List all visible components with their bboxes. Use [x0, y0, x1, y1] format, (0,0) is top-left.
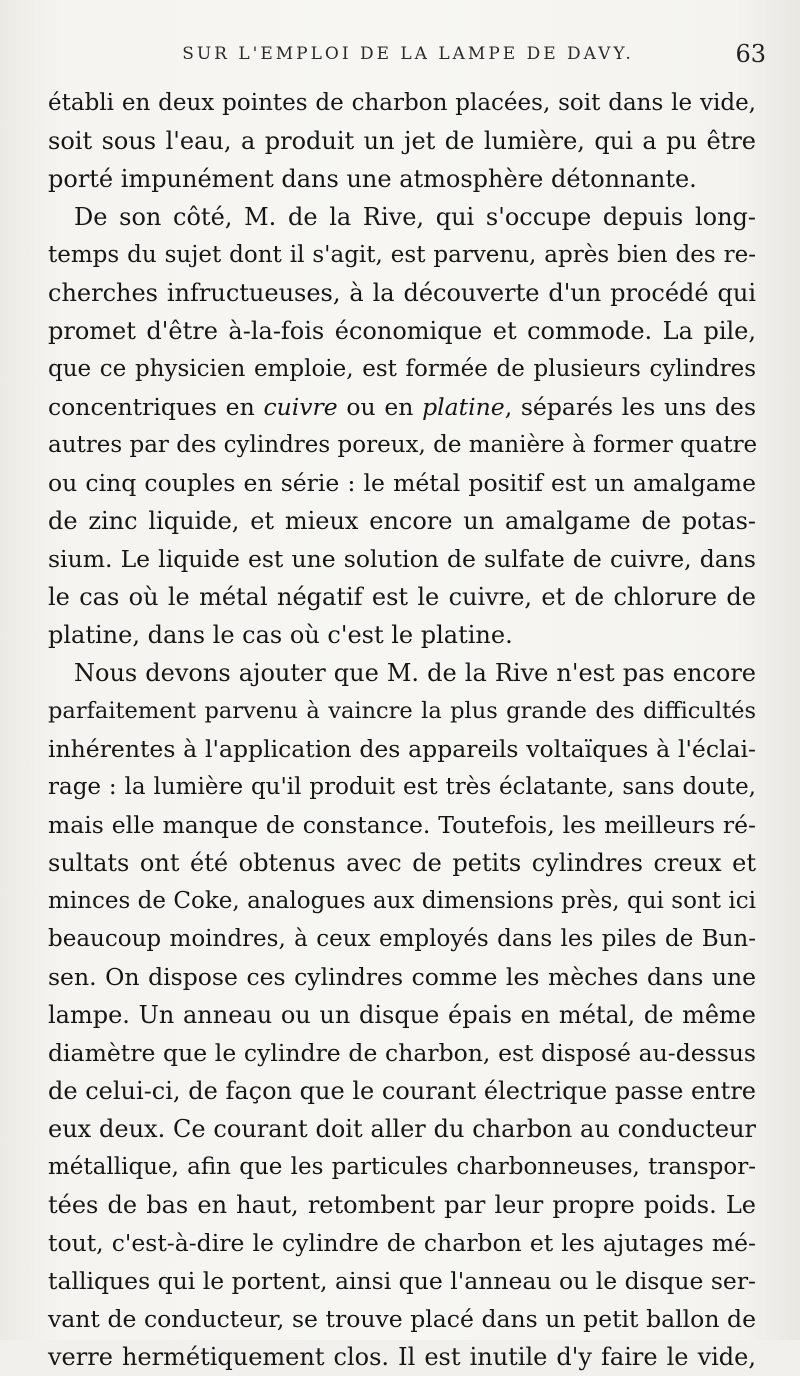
page-header	[50, 38, 766, 78]
text-line: de zinc liquide, et mieux encore un amalgame de potas-	[48, 507, 756, 535]
text-line: inhérentes à l'application des appareils voltaïques à l'éclai-	[48, 735, 756, 763]
text-line: minces de Coke, analogues aux dimensions près, qui sont ici	[48, 888, 756, 914]
text-line: le cas où le métal négatif est le cuivre, et de chlorure de	[48, 583, 756, 611]
text-line: autres par des cylindres poreux, de manière à former quatre	[48, 432, 758, 458]
text-line: vant de conducteur, se trouve placé dans un petit ballon de	[48, 1305, 756, 1333]
text-line: lampe. Un anneau ou un disque épais en métal, de même	[48, 1001, 756, 1029]
text-line: sultats ont été obtenus avec de petits cylindres creux et	[48, 849, 756, 877]
text-segment: ou en	[337, 393, 423, 421]
running-head: SUR L'EMPLOI DE LA LAMPE DE DAVY.	[182, 44, 634, 64]
paragraph-start-line: Nous devons ajouter que M. de la Rive n'est pas encore	[74, 659, 756, 687]
text-line: sen. On dispose ces cylindres comme les mèches dans une	[48, 963, 756, 991]
text-line: beaucoup moindres, à ceux employés dans les piles de Bun-	[48, 926, 756, 952]
text-line: temps du sujet dont il s'agit, est parvenu, après bien des re-	[48, 242, 756, 268]
body-text	[48, 84, 756, 1376]
text-line-with-italics	[48, 388, 756, 426]
text-line: de celui-ci, de façon que le courant électrique passe entre	[48, 1077, 756, 1105]
text-line: cherches infructueuses, à la découverte d'un procédé qui	[48, 279, 756, 307]
text-line: sium. Le liquide est une solution de sulfate de cuivre, dans	[48, 545, 756, 573]
italic-word: cuivre	[263, 393, 338, 421]
text-line: que ce physicien emploie, est formée de plusieurs cylindres	[48, 356, 756, 382]
text-line: parfaitement parvenu à vaincre la plus grande des difficultés	[48, 698, 756, 724]
text-line: soit sous l'eau, a produit un jet de lumière, qui a pu être	[48, 127, 756, 155]
text-segment: concentriques en	[48, 393, 264, 421]
text-line: platine, dans le cas où c'est le platine.	[48, 621, 513, 649]
text-line: porté impunément dans une atmosphère détonnante.	[48, 165, 697, 193]
text-line: tout, c'est-à-dire le cylindre de charbon et les ajutages mé-	[48, 1229, 756, 1257]
text-line: promet d'être à-la-fois économique et commode. La pile,	[48, 317, 756, 345]
text-line: diamètre que le cylindre de charbon, est disposé au-dessus	[48, 1039, 756, 1067]
text-line: verre hermétiquement clos. Il est inutile d'y faire le vide,	[48, 1343, 756, 1371]
text-line: tées de bas en haut, retombent par leur propre poids. Le	[48, 1191, 756, 1219]
text-line: talliques qui le portent, ainsi que l'anneau ou le disque ser-	[48, 1267, 756, 1295]
text-line: rage : la lumière qu'il produit est très éclatante, sans doute,	[48, 774, 756, 800]
page-number: 63	[735, 40, 766, 68]
text-line: mais elle manque de constance. Toutefois, les meilleurs ré-	[48, 811, 756, 839]
text-line: ou cinq couples en série : le métal positif est un amalgame	[48, 469, 756, 497]
text-line: établi en deux pointes de charbon placées, soit dans le vide,	[48, 90, 756, 116]
italic-word: platine	[422, 393, 505, 421]
text-line: métallique, afin que les particules charbonneuses, transpor-	[48, 1154, 756, 1180]
text-segment: , séparés les uns des	[504, 393, 756, 421]
paragraph-start-line: De son côté, M. de la Rive, qui s'occupe depuis long-	[74, 203, 756, 231]
text-line: eux deux. Ce courant doit aller du charbon au conducteur	[48, 1115, 756, 1143]
